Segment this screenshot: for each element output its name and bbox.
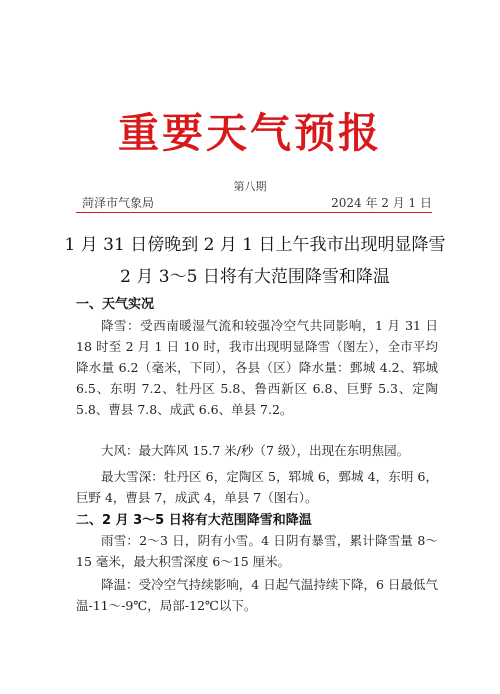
- masthead-title: 重要天气预报: [118, 109, 382, 157]
- issue-number: 第八期: [233, 180, 267, 193]
- precipitation-paragraph: 雨雪：2～3 日，阴有小雪。4 日阴有暴雪，累计降雪量 8～15 毫米，最大积雪深度 6～15 厘米。: [76, 533, 438, 569]
- headline-line-2: 2 月 3～5 日将有大范围降雪和降温: [120, 267, 390, 287]
- headline-line-1: 1 月 31 日傍晚到 2 月 1 日上午我市出现明显降雪: [64, 235, 446, 255]
- header-divider: [76, 212, 432, 213]
- section-1-title: 一、天气实况: [76, 297, 155, 312]
- issue-date: 2024 年 2 月 1 日: [331, 196, 432, 210]
- snow-depth-paragraph: 最大雪深：牡丹区 6，定陶区 5，郓城 6，鄄城 4，东明 6，巨野 4，曹县 7，成武 4，单县 7（图右）。: [76, 469, 438, 505]
- wind-paragraph: 大风：最大阵风 15.7 米/秒（7 级），出现在东明焦园。: [101, 443, 410, 458]
- snowfall-paragraph: 降雪：受西南暖湿气流和较强冷空气共同影响，1 月 31 日 18 时至 2 月 1 日 10 时，我市出现明显降雪（图左），全市平均降水量 6.2（毫米，下同），各县（区）降水量：鄄城 4.2、郓城 6.5、东明 7.2、牡丹区 5.8、鲁西新区 6.8、巨野 5.3、定陶 5.8、曹县 7.8、成武 6.6、单县 7.2。: [76, 318, 438, 417]
- section-2-title: 二、2 月 3～5 日将有大范围降雪和降温: [76, 513, 312, 528]
- cooling-paragraph: 降温：受冷空气持续影响，4 日起气温持续下降，6 日最低气温-11～-9℃，局部-12℃以下。: [76, 577, 438, 613]
- issuing-agency: 菏泽市气象局: [82, 196, 155, 210]
